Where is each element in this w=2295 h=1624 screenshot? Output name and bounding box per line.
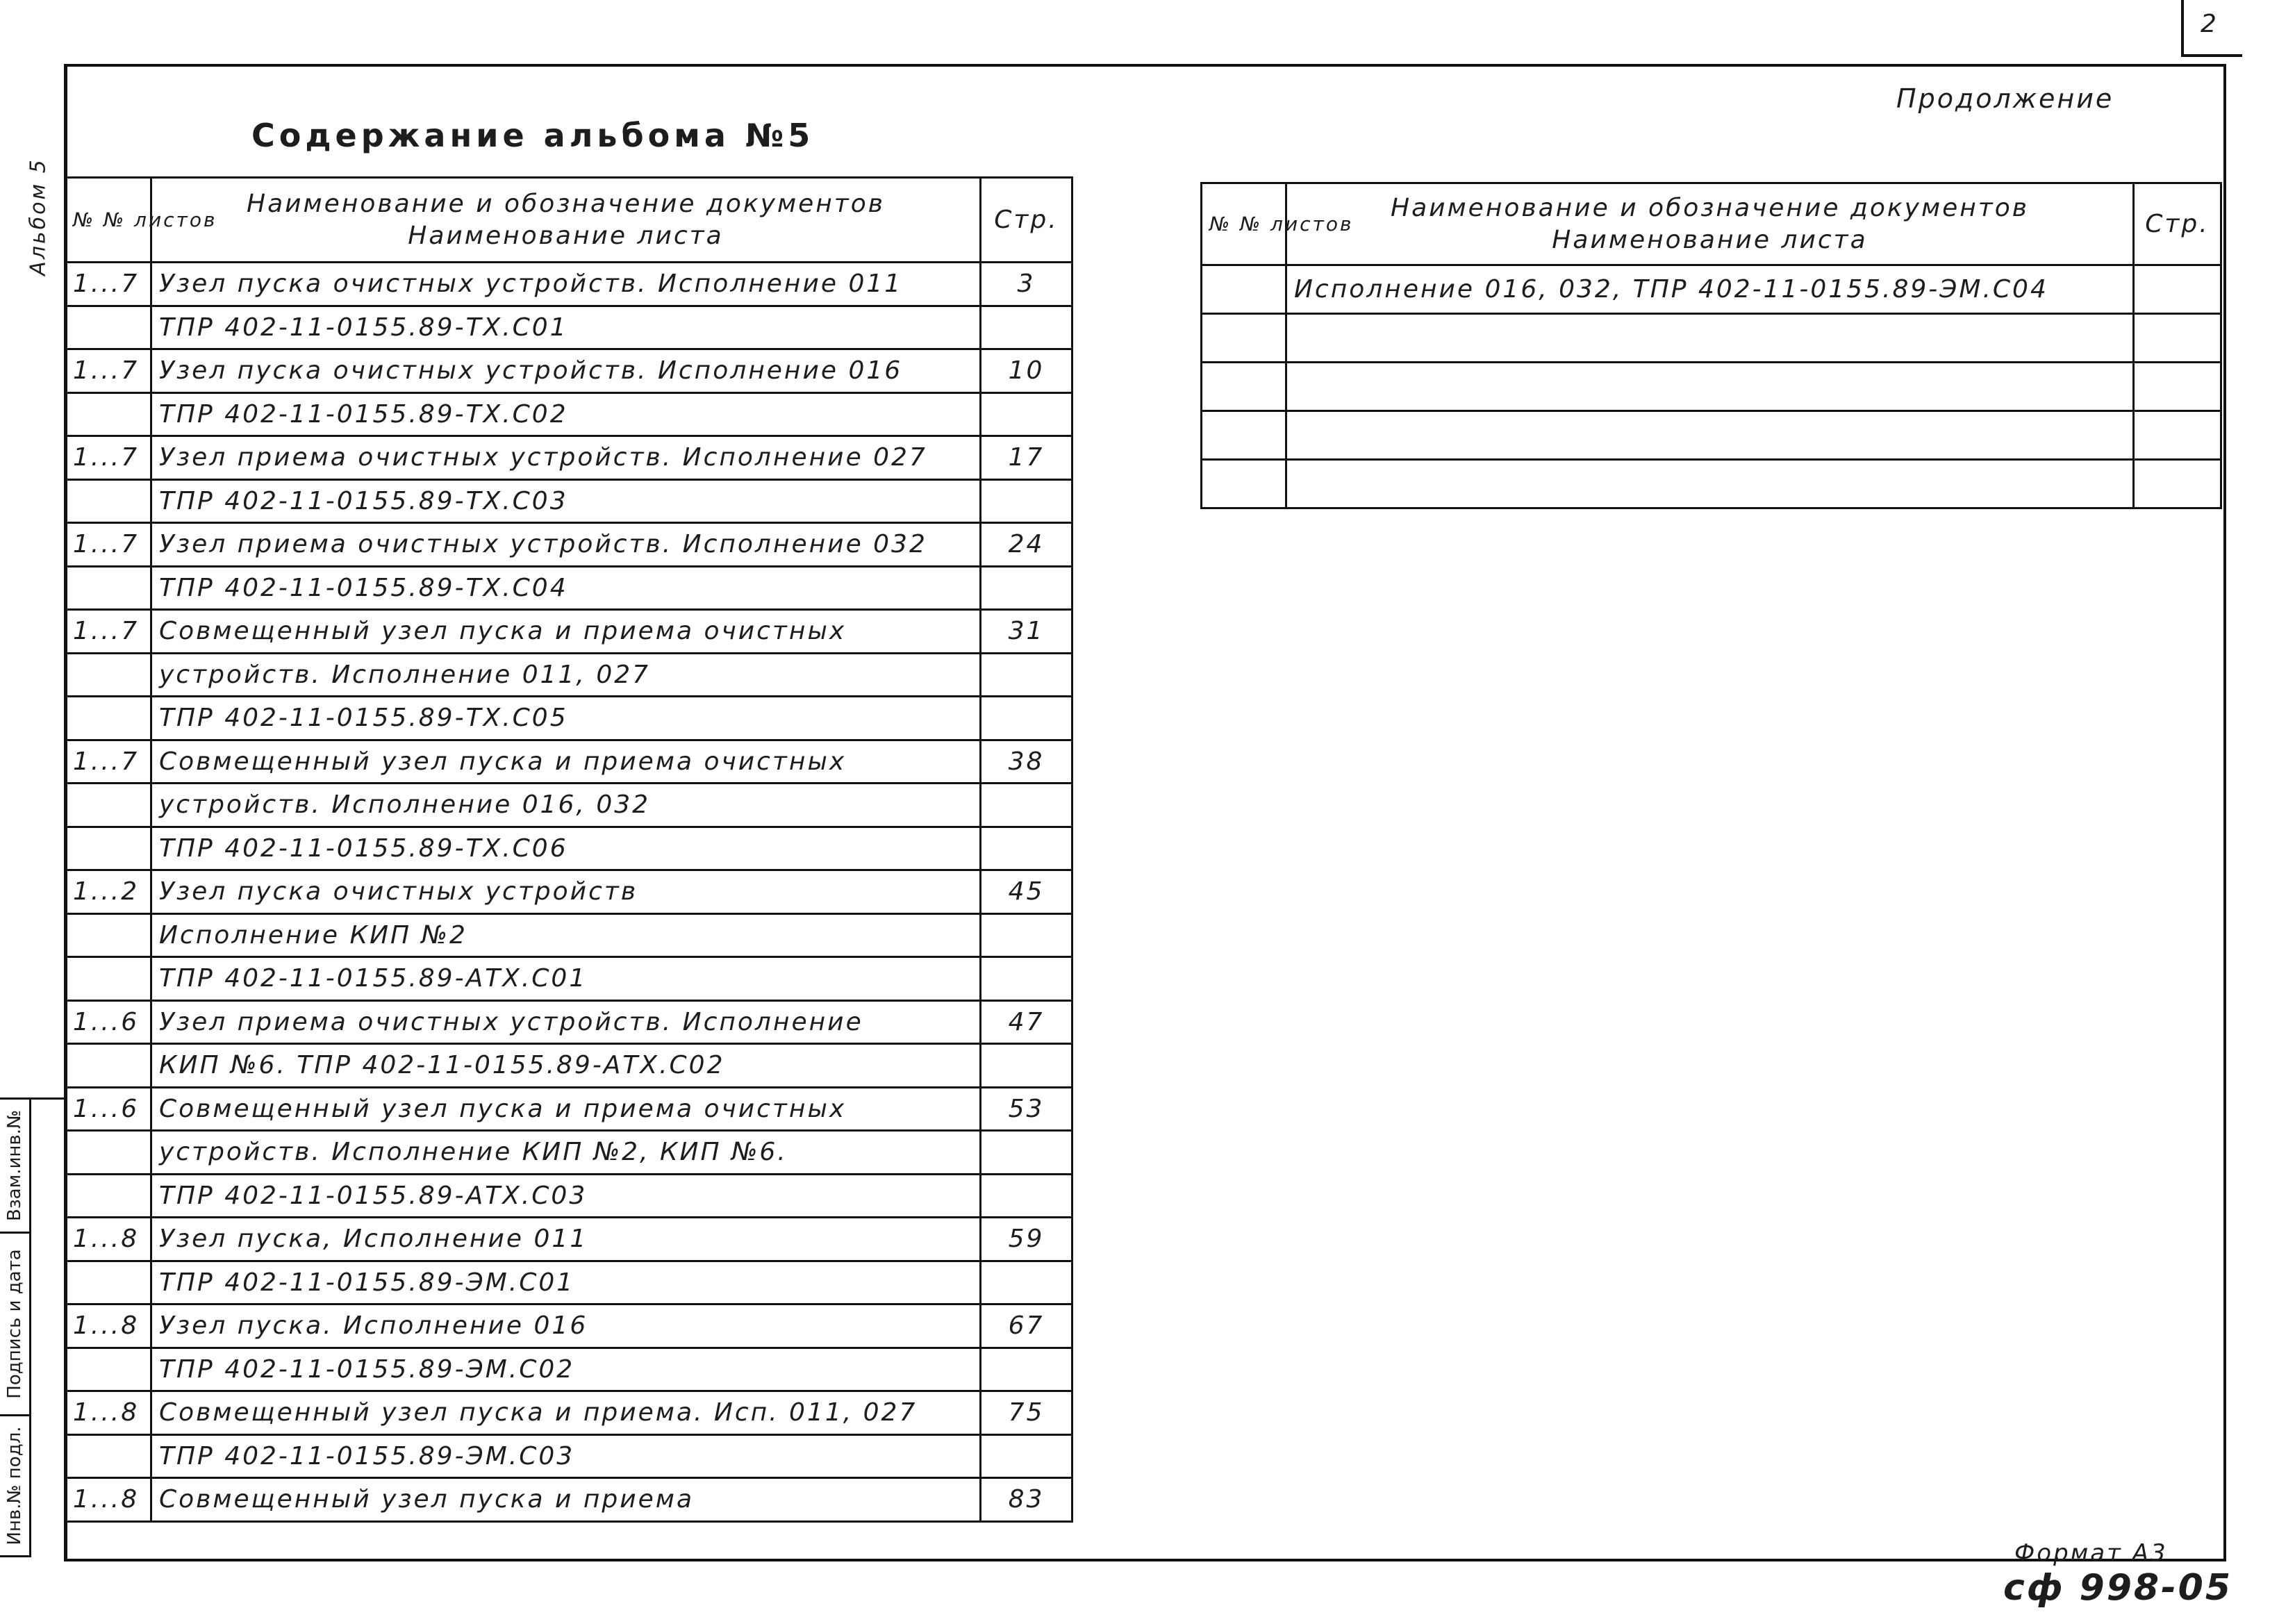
row-page [981,306,1072,349]
row-text [1286,411,2134,460]
row-page: 67 [981,1304,1072,1348]
row-page [981,1434,1072,1478]
row-page [981,697,1072,740]
row-text: Узел пуска очистных устройств. Исполнение 011 [151,263,981,306]
row-text [1286,314,2134,363]
continuation-label: Продолжение [1896,83,2114,114]
table-row [65,566,1072,610]
row-sheets [1202,265,1286,314]
row-page: 45 [981,870,1072,914]
row-text: Совмещенный узел пуска и приема. Исп. 011, 027 [151,1391,981,1435]
row-sheets: 1...8 [65,1391,151,1435]
table-row [65,1348,1072,1391]
header-name [151,178,981,263]
row-page: 24 [981,523,1072,567]
row-sheets: 1...6 [65,1000,151,1044]
row-sheets: 1...6 [65,1087,151,1131]
table-row [1202,411,2221,460]
row-sheets [1202,363,1286,411]
row-page [981,827,1072,870]
row-sheets [65,566,151,610]
table-row [65,870,1072,914]
header-page: Стр. [2134,183,2221,265]
row-page: 83 [981,1478,1072,1522]
table-row [1202,314,2221,363]
header-name-line1: Наименование и обозначение документов [1391,193,2029,222]
row-text: Совмещенный узел пуска и приема очистных [151,1087,981,1131]
contents-table-right [1200,182,2222,509]
table-row [65,1391,1072,1435]
stamp-cell-sign-date [0,1234,31,1416]
table-row [65,1304,1072,1348]
table-row [65,392,1072,436]
row-sheets: 1...8 [65,1478,151,1522]
stamp-sign-date: Подпись и дата [4,1249,25,1399]
table-row [65,1044,1072,1088]
row-page: 10 [981,349,1072,393]
header-name-line1: Наименование и обозначение документов [247,189,885,218]
table-row [1202,363,2221,411]
row-text: Узел приема очистных устройств. Исполнение 032 [151,523,981,567]
row-page [2134,363,2221,411]
row-sheets [65,392,151,436]
row-sheets [1202,460,1286,508]
row-text: ТПР 402-11-0155.89-ЭМ.С03 [151,1434,981,1478]
row-text: ТПР 402-11-0155.89-АТХ.С03 [151,1174,981,1218]
table-row [65,349,1072,393]
row-sheets [65,1261,151,1304]
row-sheets: 1...7 [65,436,151,480]
row-sheets [65,1131,151,1175]
row-page [981,1348,1072,1391]
row-text: Узел приема очистных устройств. Исполнение [151,1000,981,1044]
row-sheets: 1...2 [65,870,151,914]
row-page [981,957,1072,1001]
row-text: Узел приема очистных устройств. Исполнение 027 [151,436,981,480]
row-text: устройств. Исполнение 016, 032 [151,784,981,827]
row-sheets [65,827,151,870]
row-sheets: 1...7 [65,349,151,393]
row-page: 47 [981,1000,1072,1044]
row-page: 17 [981,436,1072,480]
row-text: Совмещенный узел пуска и приема очистных [151,610,981,654]
row-sheets: 1...7 [65,740,151,784]
row-page [2134,265,2221,314]
row-sheets [1202,411,1286,460]
row-text: Узел пуска, Исполнение 011 [151,1218,981,1261]
row-text: устройств. Исполнение 011, 027 [151,653,981,697]
header-page: Стр. [981,178,1072,263]
header-name-line2: Наименование листа [408,221,724,250]
row-sheets [65,957,151,1001]
row-sheets [65,913,151,957]
row-page [981,1261,1072,1304]
row-sheets [65,1348,151,1391]
row-sheets [65,1434,151,1478]
table-row [65,263,1072,306]
row-text: устройств. Исполнение КИП №2, КИП №6. [151,1131,981,1175]
album-side-label [21,154,56,279]
row-sheets [65,1174,151,1218]
row-text: ТПР 402-11-0155.89-ТХ.С04 [151,566,981,610]
table-row [65,913,1072,957]
row-text: Совмещенный узел пуска и приема очистных [151,740,981,784]
row-page [2134,314,2221,363]
row-page [981,392,1072,436]
table-row [65,1174,1072,1218]
row-text: ТПР 402-11-0155.89-ТХ.С03 [151,479,981,523]
row-text: Исполнение 016, 032, ТПР 402-11-0155.89-ЭМ.С04 [1286,265,2134,314]
stamp-cell-inv-vzam [0,1100,31,1234]
table-row [1202,460,2221,508]
row-text: Исполнение КИП №2 [151,913,981,957]
table-row [65,1000,1072,1044]
table-row [65,957,1072,1001]
row-page [981,913,1072,957]
row-sheets: 1...7 [65,523,151,567]
row-text: Узел пуска. Исполнение 016 [151,1304,981,1348]
page-title: Содержание альбома №5 [251,117,815,154]
row-page: 53 [981,1087,1072,1131]
header-name-line2: Наименование листа [1552,225,1868,254]
row-text: ТПР 402-11-0155.89-АТХ.С01 [151,957,981,1001]
row-page [981,1044,1072,1088]
table-row [65,784,1072,827]
row-page [2134,411,2221,460]
table-row [1202,265,2221,314]
row-text: КИП №6. ТПР 402-11-0155.89-АТХ.С02 [151,1044,981,1088]
row-page [981,1174,1072,1218]
table-row [65,306,1072,349]
row-page: 38 [981,740,1072,784]
row-text: ТПР 402-11-0155.89-ТХ.С06 [151,827,981,870]
row-sheets: 1...8 [65,1218,151,1261]
table-row [65,436,1072,480]
row-page [981,784,1072,827]
row-sheets [65,653,151,697]
row-page: 3 [981,263,1072,306]
row-sheets: 1...7 [65,610,151,654]
row-sheets [65,1044,151,1088]
table-row [65,523,1072,567]
page-number: 2 [2201,10,2219,38]
header-name [1286,183,2134,265]
row-text: ТПР 402-11-0155.89-ТХ.С02 [151,392,981,436]
document-code: сф 998-05 [2003,1567,2233,1609]
table-row [65,1478,1072,1522]
stamp-cell-inv-podl [0,1416,31,1557]
title-stamp [0,1097,66,1558]
table-row [65,1261,1072,1304]
contents-table-left [64,176,1073,1523]
table-row [65,1087,1072,1131]
row-text: ТПР 402-11-0155.89-ЭМ.С02 [151,1348,981,1391]
row-text: Узел пуска очистных устройств. Исполнение 016 [151,349,981,393]
table-row [65,1218,1072,1261]
row-sheets: 1...8 [65,1304,151,1348]
row-text [1286,363,2134,411]
row-sheets: 1...7 [65,263,151,306]
table-row [65,610,1072,654]
row-page [981,1131,1072,1175]
table-row [65,697,1072,740]
row-sheets [65,697,151,740]
row-page: 59 [981,1218,1072,1261]
row-text [1286,460,2134,508]
row-sheets [65,479,151,523]
stamp-inv-podl: Инв.№ подл. [4,1426,25,1546]
table-row [65,479,1072,523]
row-page [981,653,1072,697]
row-page [981,479,1072,523]
row-page [981,566,1072,610]
album-side-label-text: Альбом 5 [26,158,51,276]
stamp-inv-vzam: Взам.инв.№ [4,1110,25,1221]
row-page: 31 [981,610,1072,654]
row-sheets [65,306,151,349]
row-page [2134,460,2221,508]
table-row [65,1131,1072,1175]
row-text: ТПР 402-11-0155.89-ЭМ.С01 [151,1261,981,1304]
table-row [65,740,1072,784]
row-sheets [1202,314,1286,363]
header-sheets: № № листов [65,178,151,263]
table-row [65,827,1072,870]
row-text: ТПР 402-11-0155.89-ТХ.С05 [151,697,981,740]
table-row [65,653,1072,697]
header-sheets: № № листов [1202,183,1286,265]
row-text: Совмещенный узел пуска и приема [151,1478,981,1522]
row-text: ТПР 402-11-0155.89-ТХ.С01 [151,306,981,349]
format-label: Формат А3 [2014,1539,2168,1567]
row-text: Узел пуска очистных устройств [151,870,981,914]
table-row [65,1434,1072,1478]
row-page: 75 [981,1391,1072,1435]
row-sheets [65,784,151,827]
